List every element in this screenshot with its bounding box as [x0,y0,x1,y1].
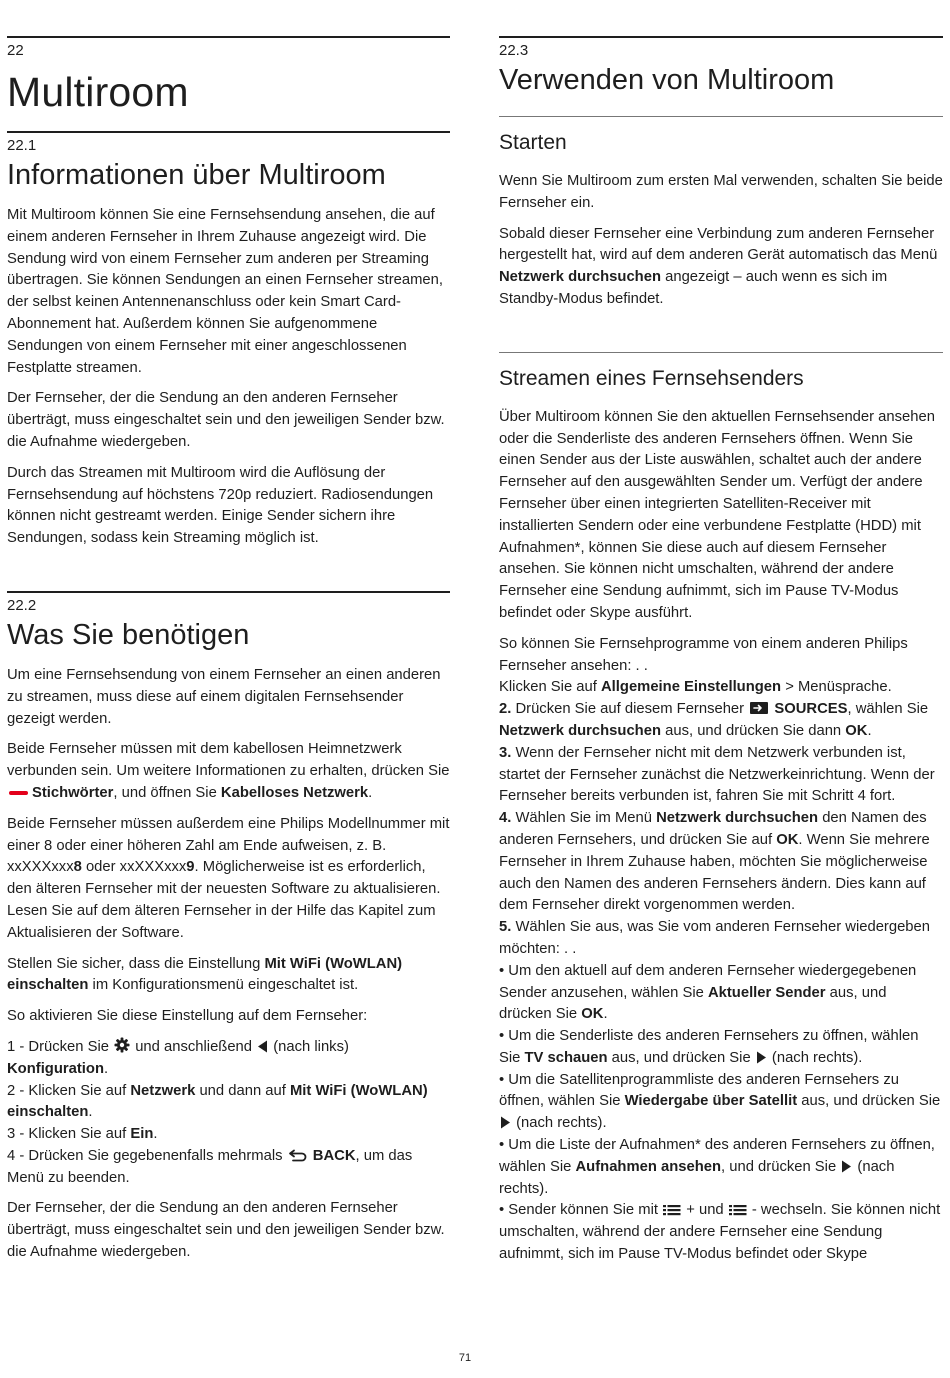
paragraph: Durch das Streamen mit Multiroom wird die Auflösung der Fernsehsendung auf höchstens 720p reduziert. Radiosendungen können nicht gestreamt werden. Einige Sender sichern ihre Sendungen, sodass kein Streaming möglich ist. [7,464,434,547]
left-column [7,36,450,1273]
section-number: 22.2 [7,596,37,614]
channel-list-icon [663,1204,681,1216]
arrow-right-icon [841,1160,852,1173]
section-number: 22.1 [7,137,37,154]
bullet-item: • Sender können Sie mit + und - wechseln. Sie können nicht umschalten, während der andere Fernseher eine Sendung aufnimmt, sich im Pause TV-Modus befindet oder Skype [499,1202,941,1263]
paragraph: Wenn Sie Multiroom zum ersten Mal verwenden, schalten Sie beide Fernseher ein. [499,173,943,211]
arrow-right-icon [500,1116,511,1129]
paragraph: So aktivieren Sie diese Einstellung auf dem Fernseher: [7,1008,368,1025]
step-item: 2 - Klicken Sie auf Netzwerk und dann auf Mit WiFi (WoWLAN) einschalten. [7,1082,428,1121]
bullet-item: • Um den aktuell auf dem anderen Fernseher wiedergegebenen Sender anzusehen, wählen Sie Aktueller Sender aus, und drücken Sie OK. [499,962,917,1023]
gear-icon [114,1037,130,1053]
paragraph: So können Sie Fernsehprogramme von einem anderen Philips Fernseher ansehen: . . [499,635,908,674]
right-column [499,36,943,1266]
arrow-left-icon [257,1040,268,1053]
section-rule [7,591,450,593]
paragraph: Beide Fernseher müssen mit dem kabellosen Heimnetzwerk verbunden sein. Um weitere Informationen zu erhalten, drücken Sie Stichwörter, und öffnen Sie Kabelloses Netzwerk. [7,741,450,801]
bullet-item: • Um die Liste der Aufnahmen* des anderen Fernsehers zu öffnen, wählen Sie Aufnahmen ansehen, und drücken Sie (nach rechts). [499,1137,935,1197]
chapter-title: Multiroom [7,69,189,115]
bullet-item: • Um die Satellitenprogrammliste des anderen Fernsehers zu öffnen, wählen Sie Wiedergabe über Satellit aus, und drücken Sie (nach rechts). [499,1071,941,1132]
bullet-item: • Um die Senderliste des anderen Fernsehers zu öffnen, wählen Sie TV schauen aus, und drücken Sie (nach rechts). [499,1028,919,1066]
back-icon [288,1149,308,1162]
step-item: 4 - Drücken Sie gegebenenfalls mehrmals BACK, um das Menü zu beenden. [7,1147,413,1186]
paragraph: Um eine Fernsehsendung von einem Fernseher an einen anderen zu streamen, muss diese auf einem digitalen Fernsehsender gezeigt werden. [7,666,441,727]
step-item: Klicken Sie auf Allgemeine Einstellungen > Menüsprache. [499,679,892,696]
chapter-number: 22 [7,42,24,59]
section-number: 22.3 [499,42,529,59]
paragraph: Der Fernseher, der die Sendung an den anderen Fernseher überträgt, muss eingeschaltet sein und den jeweiligen Sender bzw. die Aufnahme wiedergeben. [7,390,445,450]
sources-icon [749,701,769,715]
paragraph: Der Fernseher, der die Sendung an den anderen Fernseher überträgt, muss eingeschaltet sein und den jeweiligen Sender bzw. die Aufnahme wiedergeben. [7,1200,445,1261]
section-title: Informationen über Multiroom [7,159,386,191]
arrow-right-icon [756,1051,767,1064]
paragraph: Sobald dieser Fernseher eine Verbindung zum anderen Fernseher hergestellt hat, wird auf dem anderen Gerät automatisch das Menü Netzwerk durchsuchen angezeigt – auch wenn es sich im Standby-Modus befindet. [499,225,938,307]
red-key-icon [9,791,28,795]
subsection-title: Starten [499,131,567,154]
paragraph: Stellen Sie sicher, dass die Einstellung Mit WiFi (WoWLAN) einschalten im Konfigurationsmenü eingeschaltet ist. [7,955,403,994]
section-rule [7,131,450,133]
section-rule [7,36,450,38]
step-item: 5. Wählen Sie aus, was Sie vom anderen Fernseher wiedergeben möchten: . . [499,919,930,957]
section-title: Verwenden von Multiroom [499,64,835,96]
step-item: 3. Wenn der Fernseher nicht mit dem Netzwerk verbunden ist, startet der Fernseher zunächst die Netzwerkeinrichtung. Wenn der Fernseher bereits verbunden ist, fahren Sie mit Schritt 4 fort. [499,744,935,805]
paragraph: Beide Fernseher müssen außerdem eine Philips Modellnummer mit einer 8 oder einer höheren Zahl am Ende aufweisen, z. B. xxXXXxxx8 oder xxXXXxxx9. Möglicherweise ist es erforderlich, den älteren Fernseher mit der neuesten Software zu aktualisieren. Lesen Sie auf dem älteren Fernseher in der Hilfe das Kapitel zum Aktualisieren der Software. [7,815,450,941]
step-item: 4. Wählen Sie im Menü Netzwerk durchsuchen den Namen des anderen Fernsehers, und drücken Sie auf OK. Wenn Sie mehrere Fernseher in Ihrem Zuhause haben, möchten Sie möglicherweise auch den Namen des anderen Fernsehers ändern. Dies kann auf dem Fernseher direkt vorgenommen werden. [499,810,930,914]
page-number: 71 [458,1352,472,1364]
subsection-title: Streamen eines Fernsehsenders [499,366,804,390]
paragraph: Über Multiroom können Sie den aktuellen Fernsehsender ansehen oder die Senderliste des anderen Fernsehers öffnen. Wenn Sie einen Sender aus der Liste auswählen, schaltet auch der andere Fernseher auf den ausgewählten Sender um. Verfügt der andere Fernseher über einen integrierten Satelliten-Receiver mit installierten Sendern oder eine verbundene Festplatte (HDD) mit Aufnahmen*, können Sie diese auch auf diesem Fernseher ansehen. Sie können nicht umschalten, während der andere Fernseher eine Sendung aufnimmt, sich im Pause TV-Modus befindet oder Skype ausführt. [499,408,935,621]
channel-list-icon [729,1204,747,1216]
step-item: 2. Drücken Sie auf diesem Fernseher SOURCES, wählen Sie Netzwerk durchsuchen aus, und drücken Sie dann OK. [499,701,929,739]
section-title: Was Sie benötigen [7,618,250,651]
step-item: 3 - Klicken Sie auf Ein. [7,1126,158,1143]
step-item: 1 - Drücken Sie und anschließend (nach links) Konfiguration. [7,1038,349,1077]
paragraph: Mit Multiroom können Sie eine Fernsehsendung ansehen, die auf einem anderen Fernseher in Ihrem Zuhause angezeigt wird. Die Sendung wird von einem Fernseher zum anderen per Streaming übertragen. Sie können Sendungen an einen Fernseher streamen, der selbst keinen Antennenanschluss oder kein Smart Card-Abonnement hat. Außerdem können Sie aufgenommene Sendungen von einem Fernseher mit einer angeschlossenen Festplatte streamen. [7,207,443,376]
section-rule [499,36,943,38]
